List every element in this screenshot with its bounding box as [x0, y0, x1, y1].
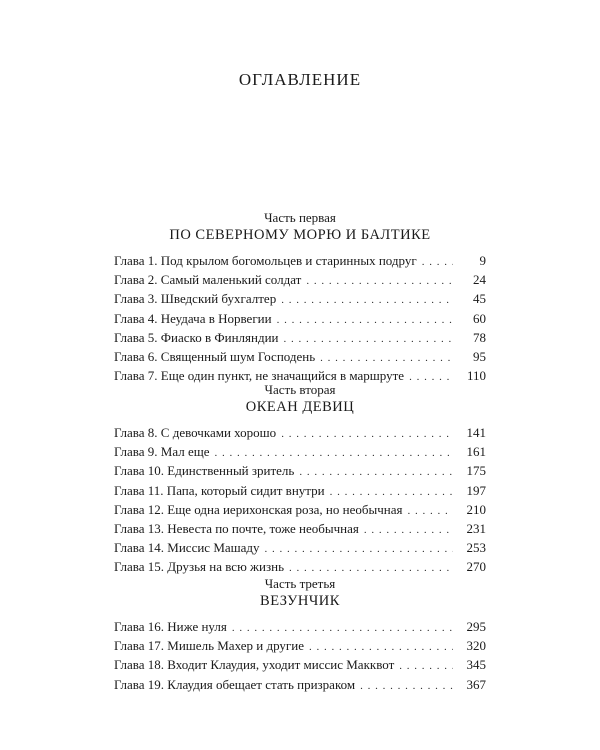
page-number: 175 — [466, 463, 486, 479]
toc-entry[interactable] — [114, 347, 486, 366]
dot-leader — [281, 425, 453, 444]
page-number: 295 — [466, 619, 486, 634]
dot-leader — [277, 311, 453, 330]
chapter-title: Глава 6. Священный шум Господень — [114, 348, 316, 364]
chapter-title: Глава 17. Мишель Махер и другие — [114, 638, 304, 654]
page-number: 95 — [473, 348, 486, 364]
toc-entry[interactable] — [114, 442, 486, 461]
page-number: 141 — [466, 425, 486, 440]
chapter-title: Глава 7. Еще один пункт, не значащийся в маршруте — [114, 368, 405, 384]
page-title: ОГЛАВЛЕНИЕ — [238, 70, 362, 89]
toc-entry[interactable] — [114, 251, 486, 270]
page-number: 45 — [473, 291, 486, 307]
toc-entry[interactable] — [114, 675, 486, 694]
toc-entry[interactable] — [114, 636, 486, 655]
page-number: 253 — [466, 540, 486, 556]
chapter-title: Глава 13. Невеста по почте, тоже необычная — [114, 520, 359, 536]
page-number: 367 — [466, 676, 486, 692]
toc-entry[interactable] — [114, 617, 486, 636]
chapter-title: Глава 11. Папа, который сидит внутри — [114, 482, 325, 498]
toc-entry[interactable] — [114, 557, 486, 576]
dot-leader — [364, 521, 453, 540]
dot-leader — [281, 291, 453, 310]
chapter-title: Глава 18. Входит Клаудия, уходит миссис Макквот — [114, 657, 395, 673]
toc-entry[interactable] — [114, 655, 486, 674]
part-title: ВЕЗУНЧИК — [260, 593, 340, 609]
toc-entry[interactable] — [114, 328, 486, 347]
dot-leader — [407, 502, 453, 521]
page-number: 161 — [466, 444, 486, 460]
chapter-title: Глава 8. С девочками хорошо — [114, 425, 277, 440]
chapter-title: Глава 1. Под крылом богомольцев и старинных подруг — [114, 253, 417, 268]
dot-leader — [306, 272, 453, 291]
toc-entry[interactable] — [114, 423, 486, 442]
chapter-title: Глава 2. Самый маленький солдат — [114, 272, 302, 288]
part-label: Часть третья — [264, 576, 336, 591]
chapter-title: Глава 10. Единственный зритель — [114, 463, 295, 479]
chapter-title: Глава 4. Неудача в Норвегии — [114, 310, 272, 326]
toc-entry[interactable] — [114, 461, 486, 480]
toc-part-3 — [114, 576, 486, 694]
page-number: 210 — [466, 501, 486, 517]
toc-entry[interactable] — [114, 481, 486, 500]
chapter-title: Глава 5. Фиаско в Финляндии — [114, 329, 279, 345]
page-number: 9 — [479, 253, 486, 268]
page-number: 78 — [473, 329, 486, 345]
page-number: 197 — [466, 482, 486, 498]
page-number: 110 — [466, 368, 486, 384]
toc-entry[interactable] — [114, 309, 486, 328]
page-number: 270 — [466, 559, 486, 575]
toc-entry[interactable] — [114, 270, 486, 289]
page-number: 345 — [466, 657, 486, 673]
toc-part-2 — [114, 382, 486, 577]
chapter-title: Глава 16. Ниже нуля — [114, 619, 227, 634]
dot-leader — [422, 253, 453, 272]
toc-entry[interactable] — [114, 519, 486, 538]
toc-entry[interactable] — [114, 500, 486, 519]
toc-entry[interactable] — [114, 289, 486, 308]
part-label: Часть вторая — [264, 382, 336, 397]
page-number: 231 — [466, 520, 486, 536]
dot-leader — [360, 677, 453, 696]
chapter-title: Глава 14. Миссис Машаду — [114, 540, 260, 556]
part-title: ОКЕАН ДЕВИЦ — [245, 399, 355, 415]
chapter-title: Глава 9. Мал еще — [114, 444, 210, 460]
page-number: 60 — [473, 310, 486, 326]
page-number: 320 — [466, 638, 486, 654]
part-title: ПО СЕВЕРНОМУ МОРЮ И БАЛТИКЕ — [169, 227, 431, 243]
part-label: Часть первая — [264, 210, 336, 225]
toc-entry[interactable] — [114, 538, 486, 557]
page-number: 24 — [473, 272, 486, 288]
dot-leader — [265, 540, 453, 559]
toc-part-1 — [114, 210, 486, 385]
dot-leader — [399, 657, 453, 676]
chapter-title: Глава 19. Клаудия обещает стать призраком — [114, 676, 356, 692]
chapter-title: Глава 12. Еще одна иерихонская роза, но необычная — [114, 501, 403, 517]
chapter-title: Глава 3. Шведский бухгалтер — [114, 291, 277, 307]
chapter-title: Глава 15. Друзья на всю жизнь — [114, 559, 285, 575]
